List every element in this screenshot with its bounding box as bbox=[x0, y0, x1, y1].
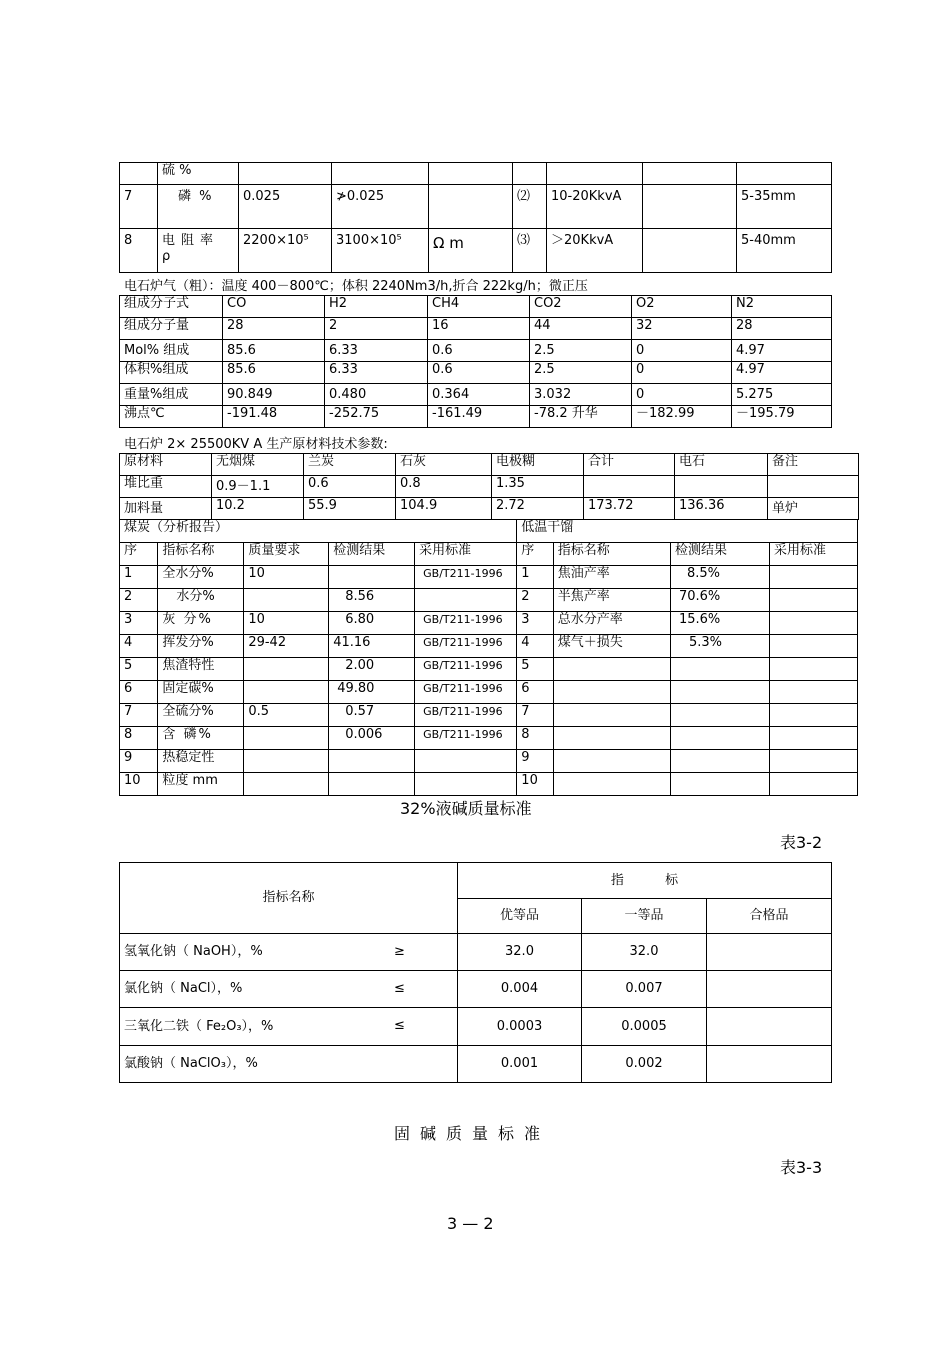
cell bbox=[670, 773, 769, 796]
cell: 32.0 bbox=[582, 934, 707, 971]
cell: ⑵ bbox=[513, 185, 547, 229]
cell: 4.97 bbox=[732, 362, 832, 384]
cell bbox=[244, 681, 329, 704]
cell: 重量%组成 bbox=[120, 384, 223, 406]
cell: 兰炭 bbox=[304, 454, 396, 476]
liquid-caustic-title: 32%液碱质量标准 bbox=[400, 799, 532, 818]
cell: 6.33 bbox=[325, 362, 428, 384]
cell: 0.0005 bbox=[582, 1008, 707, 1046]
cell: 0.5 bbox=[244, 704, 329, 727]
cell: 固定碳% bbox=[158, 681, 244, 704]
cell: 热稳定性 bbox=[158, 750, 244, 773]
cell: 0.57 bbox=[329, 704, 415, 727]
cell bbox=[770, 727, 858, 750]
cell: GB/T211-1996 bbox=[415, 612, 517, 635]
cell: GB/T211-1996 bbox=[415, 704, 517, 727]
cell: 15.6% bbox=[670, 612, 769, 635]
cell: 单炉 bbox=[768, 498, 859, 520]
cell bbox=[329, 773, 415, 796]
cell: 0.025 bbox=[239, 185, 332, 229]
gas-caption: 电石炉气（粗）：温度 400－800℃；体积 2240Nm3/h,折合 222kg/h；微正压 bbox=[124, 279, 588, 294]
cell bbox=[244, 750, 329, 773]
cell: 组成分子式 bbox=[120, 296, 223, 318]
cell bbox=[770, 750, 858, 773]
cell: 5-35mm bbox=[737, 185, 832, 229]
cell bbox=[770, 612, 858, 635]
cell: 136.36 bbox=[675, 498, 768, 520]
cell bbox=[707, 1046, 832, 1083]
cell bbox=[737, 163, 832, 185]
cell: 5.3% bbox=[670, 635, 769, 658]
item-name: 氯酸钠（ NaClO₃），% bbox=[124, 1056, 258, 1071]
cell: 0.002 bbox=[582, 1046, 707, 1083]
cell: 8.5% bbox=[670, 566, 769, 589]
top-table bbox=[119, 162, 832, 273]
cell: 堆比重 bbox=[120, 476, 212, 498]
cell: CO2 bbox=[530, 296, 632, 318]
col-name-header: 指标名称 bbox=[120, 863, 458, 934]
cell bbox=[770, 658, 858, 681]
cell bbox=[553, 773, 670, 796]
header-cell: 检测结果 bbox=[329, 543, 415, 566]
cell: 2.5 bbox=[530, 340, 632, 362]
cell bbox=[670, 681, 769, 704]
cell: -191.48 bbox=[223, 406, 325, 428]
cell bbox=[553, 704, 670, 727]
cell bbox=[547, 163, 643, 185]
table-3-3-label: 表3-3 bbox=[780, 1158, 823, 1177]
cell: 6.80 bbox=[329, 612, 415, 635]
cell: N2 bbox=[732, 296, 832, 318]
comparison-symbol: ≤ bbox=[394, 981, 405, 996]
cell: 焦渣特性 bbox=[158, 658, 244, 681]
cell: 6 bbox=[517, 681, 553, 704]
cell bbox=[244, 658, 329, 681]
cell bbox=[768, 476, 859, 498]
cell: GB/T211-1996 bbox=[415, 727, 517, 750]
cell: 8 bbox=[517, 727, 553, 750]
cell: -78.2 升华 bbox=[530, 406, 632, 428]
gas-table bbox=[119, 295, 832, 428]
cell: 2200×10⁵ bbox=[239, 229, 332, 273]
cell: 组成分子量 bbox=[120, 318, 223, 340]
cell: 2 bbox=[325, 318, 428, 340]
item-name-cell bbox=[120, 934, 458, 971]
header-cell: 采用标准 bbox=[415, 543, 517, 566]
cell: 煤气＋损失 bbox=[553, 635, 670, 658]
table-3-2-label: 表3-2 bbox=[780, 833, 823, 852]
cell: 0.6 bbox=[428, 362, 530, 384]
cell bbox=[329, 566, 415, 589]
cell: 29-42 bbox=[244, 635, 329, 658]
cell: 70.6% bbox=[670, 589, 769, 612]
cell: 0.8 bbox=[396, 476, 492, 498]
cell: 挥发分% bbox=[158, 635, 244, 658]
cell: 0.480 bbox=[325, 384, 428, 406]
cell: 全硫分% bbox=[158, 704, 244, 727]
cell: 2.72 bbox=[492, 498, 584, 520]
cell: 49.80 bbox=[329, 681, 415, 704]
cell: 2.00 bbox=[329, 658, 415, 681]
cell: 32.0 bbox=[458, 934, 582, 971]
material-table bbox=[119, 453, 859, 520]
comparison-symbol: ≤ bbox=[394, 1018, 405, 1033]
cell bbox=[429, 185, 513, 229]
cell: 6.33 bbox=[325, 340, 428, 362]
cell: 含 磷% bbox=[158, 727, 244, 750]
cell: 5 bbox=[120, 658, 158, 681]
cell: 7 bbox=[517, 704, 553, 727]
item-name-cell bbox=[120, 1046, 458, 1083]
cell: 粒度 mm bbox=[158, 773, 244, 796]
cell: 石灰 bbox=[396, 454, 492, 476]
cell: 1 bbox=[517, 566, 553, 589]
cell: 水分% bbox=[158, 589, 244, 612]
cell: 硫 % bbox=[158, 163, 239, 185]
cell: GB/T211-1996 bbox=[415, 566, 517, 589]
cell bbox=[643, 185, 737, 229]
cell bbox=[643, 229, 737, 273]
cell bbox=[553, 750, 670, 773]
cell: 1.35 bbox=[492, 476, 584, 498]
cell bbox=[415, 773, 517, 796]
cell: 0.007 bbox=[582, 971, 707, 1008]
group-header: 指 标 bbox=[458, 863, 832, 899]
cell: ＞20KkvA bbox=[547, 229, 643, 273]
coal-table bbox=[119, 519, 858, 796]
cell: 总水分产率 bbox=[553, 612, 670, 635]
cell bbox=[770, 773, 858, 796]
solid-caustic-title: 固碱质量标准 bbox=[394, 1124, 551, 1143]
cell bbox=[675, 476, 768, 498]
cell: 5.275 bbox=[732, 384, 832, 406]
cell: 电石 bbox=[675, 454, 768, 476]
cell: 全水分% bbox=[158, 566, 244, 589]
cell bbox=[120, 163, 158, 185]
cell: 90.849 bbox=[223, 384, 325, 406]
cell: 10 bbox=[120, 773, 158, 796]
cell: 4.97 bbox=[732, 340, 832, 362]
cell: 0.6 bbox=[428, 340, 530, 362]
header-cell: 检测结果 bbox=[670, 543, 769, 566]
cell bbox=[643, 163, 737, 185]
cell: 半焦产率 bbox=[553, 589, 670, 612]
cell: -252.75 bbox=[325, 406, 428, 428]
distill-title: 低温干馏 bbox=[517, 520, 858, 543]
cell: Ω m bbox=[429, 229, 513, 273]
cell: 10 bbox=[244, 612, 329, 635]
cell: CH4 bbox=[428, 296, 530, 318]
cell: 85.6 bbox=[223, 340, 325, 362]
cell: 焦油产率 bbox=[553, 566, 670, 589]
cell bbox=[670, 704, 769, 727]
cell: O2 bbox=[632, 296, 732, 318]
cell: 原材料 bbox=[120, 454, 212, 476]
cell: 2 bbox=[120, 589, 158, 612]
cell bbox=[244, 589, 329, 612]
cell bbox=[770, 681, 858, 704]
cell bbox=[553, 727, 670, 750]
cell bbox=[770, 704, 858, 727]
cell: 0 bbox=[632, 384, 732, 406]
cell: CO bbox=[223, 296, 325, 318]
cell: 10.2 bbox=[212, 498, 304, 520]
cell: 9 bbox=[517, 750, 553, 773]
cell bbox=[707, 1008, 832, 1046]
cell: 3 bbox=[120, 612, 158, 635]
cell: GB/T211-1996 bbox=[415, 635, 517, 658]
grade-header: 合格品 bbox=[707, 899, 832, 934]
cell: 1 bbox=[120, 566, 158, 589]
cell: 55.9 bbox=[304, 498, 396, 520]
cell: 2.5 bbox=[530, 362, 632, 384]
cell: 灰 分% bbox=[158, 612, 244, 635]
cell: 沸点℃ bbox=[120, 406, 223, 428]
cell: －195.79 bbox=[732, 406, 832, 428]
cell bbox=[770, 635, 858, 658]
cell: Mol% 组成 bbox=[120, 340, 223, 362]
cell: 32 bbox=[632, 318, 732, 340]
item-name-cell bbox=[120, 971, 458, 1008]
cell: 10 bbox=[244, 566, 329, 589]
cell: 8 bbox=[120, 727, 158, 750]
cell: 3.032 bbox=[530, 384, 632, 406]
cell bbox=[239, 163, 332, 185]
cell: 0.9－1.1 bbox=[212, 476, 304, 498]
header-cell: 序 bbox=[517, 543, 553, 566]
cell: 7 bbox=[120, 704, 158, 727]
cell bbox=[670, 658, 769, 681]
cell bbox=[553, 658, 670, 681]
comparison-symbol: ≥ bbox=[394, 944, 405, 959]
item-name: 氢氧化钠（ NaOH），% bbox=[124, 944, 263, 959]
cell: -161.49 bbox=[428, 406, 530, 428]
cell: 5-40mm bbox=[737, 229, 832, 273]
cell bbox=[332, 163, 429, 185]
cell: 4 bbox=[517, 635, 553, 658]
cell: －182.99 bbox=[632, 406, 732, 428]
cell bbox=[770, 566, 858, 589]
cell: 3100×10⁵ bbox=[332, 229, 429, 273]
item-name: 氯化钠（ NaCl），% bbox=[124, 981, 243, 996]
cell: 44 bbox=[530, 318, 632, 340]
furnace-caption: 电石炉 2× 25500KV A 生产原材料技术参数: bbox=[124, 437, 388, 452]
cell: 41.16 bbox=[329, 635, 415, 658]
cell bbox=[244, 727, 329, 750]
cell: 0.001 bbox=[458, 1046, 582, 1083]
cell: 28 bbox=[732, 318, 832, 340]
cell: 备注 bbox=[768, 454, 859, 476]
cell: 0.004 bbox=[458, 971, 582, 1008]
cell: GB/T211-1996 bbox=[415, 658, 517, 681]
cell: 0.0003 bbox=[458, 1008, 582, 1046]
cell bbox=[707, 971, 832, 1008]
cell: 9 bbox=[120, 750, 158, 773]
cell: H2 bbox=[325, 296, 428, 318]
page-number: 3 — 2 bbox=[447, 1214, 494, 1233]
cell: 85.6 bbox=[223, 362, 325, 384]
cell: 28 bbox=[223, 318, 325, 340]
cell: 8.56 bbox=[329, 589, 415, 612]
grade-header: 一等品 bbox=[582, 899, 707, 934]
header-cell: 质量要求 bbox=[244, 543, 329, 566]
cell bbox=[415, 750, 517, 773]
cell: 体积%组成 bbox=[120, 362, 223, 384]
header-cell: 指标名称 bbox=[553, 543, 670, 566]
cell: 8 bbox=[120, 229, 158, 273]
cell: 0.6 bbox=[304, 476, 396, 498]
cell bbox=[584, 476, 675, 498]
cell: 磷 % bbox=[158, 185, 239, 229]
caustic-table bbox=[119, 862, 832, 1083]
cell: ≯0.025 bbox=[332, 185, 429, 229]
cell bbox=[707, 934, 832, 971]
cell: 电极糊 bbox=[492, 454, 584, 476]
cell: 3 bbox=[517, 612, 553, 635]
cell: 2 bbox=[517, 589, 553, 612]
cell bbox=[415, 589, 517, 612]
cell bbox=[670, 750, 769, 773]
cell: 16 bbox=[428, 318, 530, 340]
item-name-cell bbox=[120, 1008, 458, 1046]
cell: 4 bbox=[120, 635, 158, 658]
cell bbox=[429, 163, 513, 185]
cell: 5 bbox=[517, 658, 553, 681]
coal-title: 煤炭（分析报告） bbox=[120, 520, 517, 543]
cell: 10-20KkvA bbox=[547, 185, 643, 229]
item-name: 三氧化二铁（ Fe₂O₃），% bbox=[124, 1018, 274, 1034]
cell bbox=[329, 750, 415, 773]
cell: 104.9 bbox=[396, 498, 492, 520]
header-cell: 采用标准 bbox=[770, 543, 858, 566]
cell: 173.72 bbox=[584, 498, 675, 520]
cell: ⑶ bbox=[513, 229, 547, 273]
cell: 10 bbox=[517, 773, 553, 796]
grade-header: 优等品 bbox=[458, 899, 582, 934]
cell bbox=[770, 589, 858, 612]
cell: 0.364 bbox=[428, 384, 530, 406]
cell: 6 bbox=[120, 681, 158, 704]
cell: 加料量 bbox=[120, 498, 212, 520]
cell: 无烟煤 bbox=[212, 454, 304, 476]
cell: 合计 bbox=[584, 454, 675, 476]
cell: 0.006 bbox=[329, 727, 415, 750]
cell: 0 bbox=[632, 362, 732, 384]
cell: 电阻率 ρ bbox=[158, 229, 239, 273]
cell: 0 bbox=[632, 340, 732, 362]
cell bbox=[670, 727, 769, 750]
cell: 7 bbox=[120, 185, 158, 229]
cell bbox=[553, 681, 670, 704]
cell: GB/T211-1996 bbox=[415, 681, 517, 704]
header-cell: 指标名称 bbox=[158, 543, 244, 566]
cell bbox=[244, 773, 329, 796]
header-cell: 序 bbox=[120, 543, 158, 566]
cell bbox=[513, 163, 547, 185]
